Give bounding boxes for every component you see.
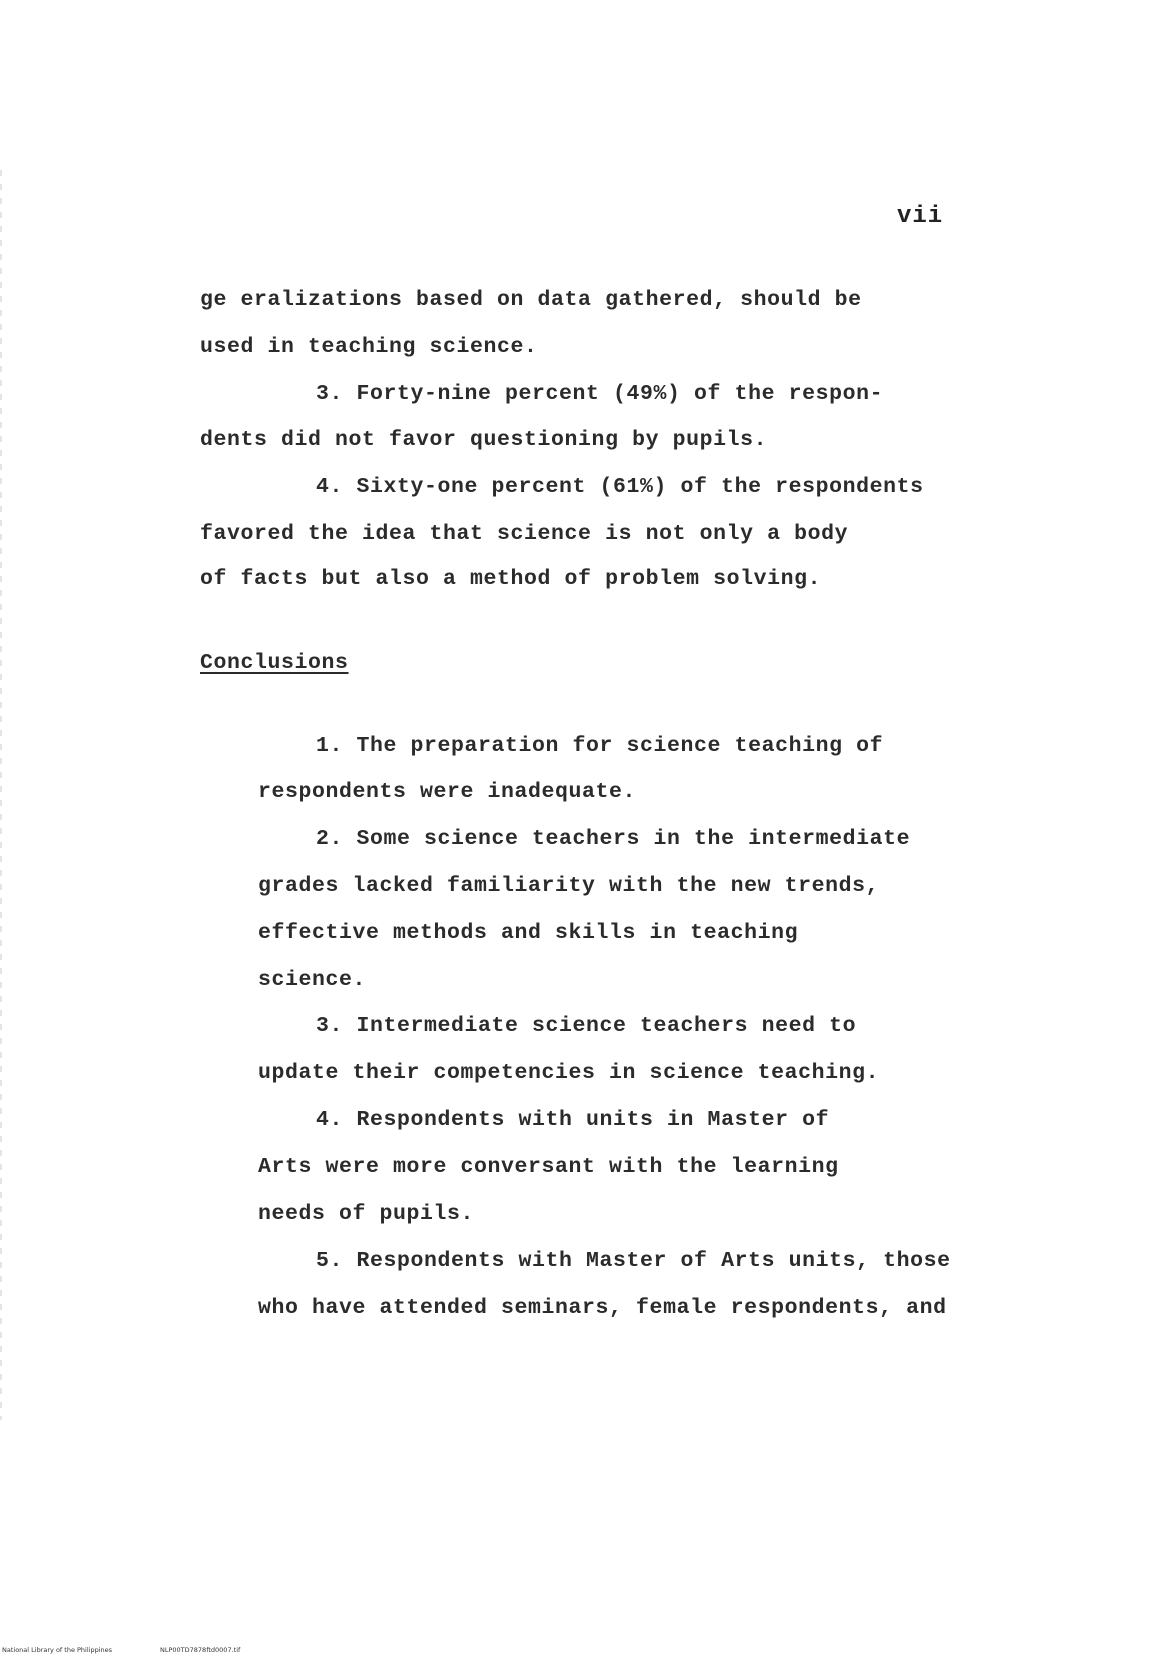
conclusion-line: update their competencies in science teaching. — [258, 1061, 880, 1085]
conclusion-line: 4. Respondents with units in Master of — [316, 1108, 830, 1132]
conclusion-line: grades lacked familiarity with the new trends, — [258, 874, 880, 898]
conclusions-heading: Conclusions — [200, 651, 349, 675]
findings-line: 3. Forty-nine percent (49%) of the respon- — [316, 382, 884, 406]
footer-library-label: National Library of the Philippines — [2, 1646, 113, 1654]
findings-line: 4. Sixty-one percent (61%) of the respondents — [316, 475, 924, 499]
conclusion-line: 5. Respondents with Master of Arts units, those — [316, 1249, 951, 1273]
findings-line: of facts but also a method of problem solving. — [200, 567, 822, 591]
findings-line: favored the idea that science is not only a body — [200, 522, 849, 546]
conclusion-line: 2. Some science teachers in the intermediate — [316, 827, 911, 851]
footer-file-label: NLP00TD7878ftd0007.tif — [160, 1646, 241, 1654]
conclusion-line: respondents were inadequate. — [258, 780, 637, 804]
conclusion-line: science. — [258, 968, 367, 992]
conclusion-line: who have attended seminars, female respondents, and — [258, 1296, 947, 1320]
page-number: vii — [897, 203, 944, 230]
findings-line: dents did not favor questioning by pupils. — [200, 428, 768, 452]
conclusion-line: needs of pupils. — [258, 1202, 475, 1226]
conclusion-line: 1. The preparation for science teaching of — [316, 734, 884, 758]
conclusion-line: effective methods and skills in teaching — [258, 921, 799, 945]
scan-edge-artifact — [0, 170, 2, 1420]
conclusion-line: 3. Intermediate science teachers need to — [316, 1014, 857, 1038]
findings-line: ge eralizations based on data gathered, should be — [200, 288, 862, 312]
conclusion-line: Arts were more conversant with the learning — [258, 1155, 839, 1179]
findings-line: used in teaching science. — [200, 335, 538, 359]
